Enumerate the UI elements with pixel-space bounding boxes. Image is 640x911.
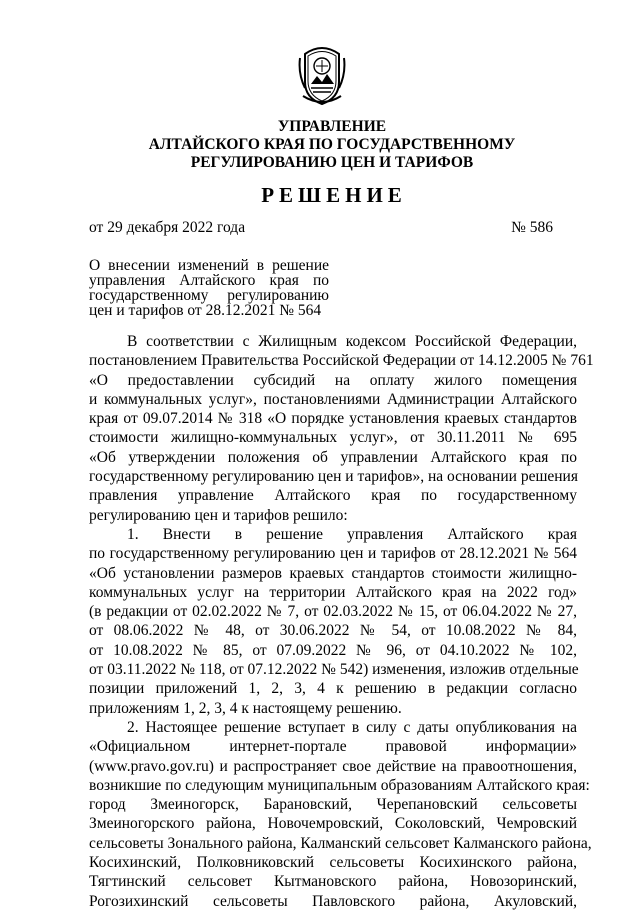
- document-number: № 586: [511, 219, 553, 236]
- coat-of-arms-icon: [297, 44, 347, 106]
- body-line: Тягтинский сельсовет Кытмановского района, Новозоринский,: [89, 873, 577, 891]
- agency-line: РЕГУЛИРОВАНИЮ ЦЕН И ТАРИФОВ: [190, 154, 474, 171]
- document-subject: [89, 258, 329, 318]
- body-line: от 10.08.2022 № 85, от 07.09.2022 № 96, от 04.10.2022 № 102,: [89, 641, 577, 659]
- subject-line: государственному регулированию: [89, 287, 329, 304]
- body-line: приложениям 1, 2, 3, 4 к настоящему решению.: [89, 699, 402, 717]
- body-line: возникшие по следующим муниципальным образованиям Алтайского края:: [89, 776, 590, 794]
- body-line: по государственному регулированию цен и тарифов от 28.12.2021 № 564: [89, 545, 577, 563]
- body-line: коммунальных услуг на территории Алтайского края на 2022 год»: [89, 583, 577, 601]
- body-line: сельсоветы Зонального района, Калманский сельсовет Калманского района,: [89, 834, 592, 852]
- body-line: Косихинский, Полковниковский сельсоветы Косихинского района,: [89, 854, 577, 872]
- body-line: края от 09.07.2014 № 318 «О порядке установления краевых стандартов: [89, 410, 577, 428]
- agency-name: [0, 118, 640, 172]
- subject-line: цен и тарифов от 28.12.2021 № 564: [89, 302, 322, 319]
- body-line: 1. Внести в решение управления Алтайского края: [127, 525, 577, 543]
- body-line: от 03.11.2022 № 118, от 07.12.2022 № 542) изменения, изложив отдельные: [89, 661, 579, 679]
- body-line: регулированию цен и тарифов решило:: [89, 506, 348, 524]
- body-line: «Об установлении размеров краевых стандартов стоимости жилищно-: [89, 564, 577, 582]
- body-line: стоимости жилищно-коммунальных услуг», от 30.11.2011 № 695: [89, 429, 577, 447]
- body-line: Рогозихинский сельсоветы Павловского района, Акуловский,: [89, 892, 577, 910]
- body-line: и коммунальных услуг», постановлениями Администрации Алтайского: [89, 390, 577, 408]
- body-line: «Официальном интернет-портале правовой информации»: [89, 738, 577, 756]
- body-line: (в редакции от 02.02.2022 № 7, от 02.03.2022 № 15, от 06.04.2022 № 27,: [89, 603, 577, 621]
- body-line: 2. Настоящее решение вступает в силу с даты опубликования на: [127, 718, 577, 736]
- body-line: правления управление Алтайского края по государственному: [89, 487, 577, 505]
- body-line: «О предоставлении субсидий на оплату жилого помещения: [89, 371, 577, 389]
- body-line: Змеиногорского района, Новочемровский, Соколовский, Чемровский: [89, 815, 577, 833]
- body-line: позиции приложений 1, 2, 3, 4 к решению в редакции согласно: [89, 680, 577, 698]
- document-date: от 29 декабря 2022 года: [89, 219, 246, 236]
- body-line: город Змеиногорск, Барановский, Черепановский сельсоветы: [89, 796, 577, 814]
- body-line: В соответствии с Жилищным кодексом Российской Федерации,: [127, 333, 577, 350]
- body-line: от 08.06.2022 № 48, от 30.06.2022 № 54, от 10.08.2022 № 84,: [89, 622, 577, 640]
- body-line: (www.pravo.gov.ru) и распространяет свое действие на правоотношения,: [89, 757, 577, 775]
- document-body: [89, 332, 594, 911]
- subject-line: управления Алтайского края по: [89, 272, 329, 289]
- agency-line: АЛТАЙСКОГО КРАЯ ПО ГОСУДАРСТВЕННОМУ: [148, 136, 516, 153]
- subject-line: О внесении изменений в решение: [89, 257, 329, 274]
- document-type-title: РЕШЕНИЕ: [261, 183, 407, 207]
- body-line: постановлением Правительства Российской Федерации от 14.12.2005 № 761: [89, 352, 594, 370]
- body-line: государственному регулированию цен и тарифов», на основании решения: [89, 468, 578, 486]
- agency-line: УПРАВЛЕНИЕ: [277, 118, 387, 135]
- body-line: «Об утверждении положения об управлении Алтайского края по: [89, 448, 577, 466]
